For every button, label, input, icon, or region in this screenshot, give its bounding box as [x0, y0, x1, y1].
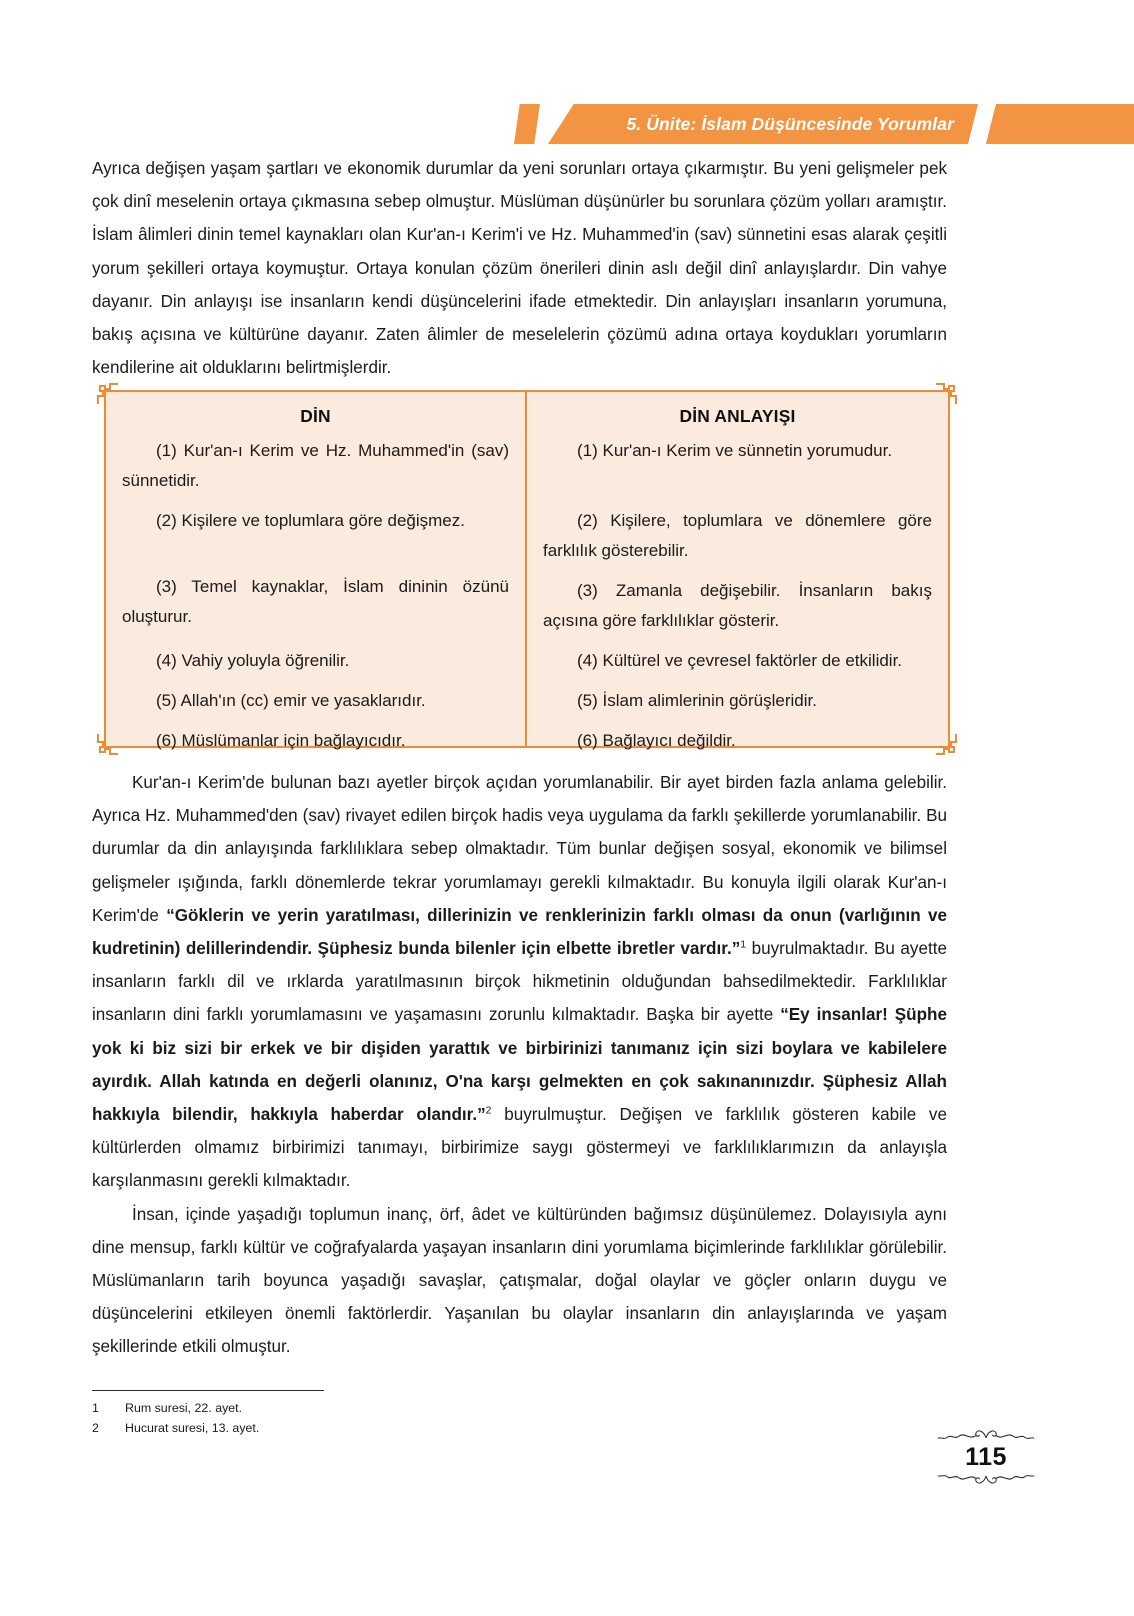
table-column-header: DİN ANLAYIŞI	[679, 406, 796, 426]
intro-text-block	[92, 152, 947, 384]
banner-accent-chip	[514, 104, 540, 144]
footnote-number: 1	[92, 1401, 99, 1416]
paragraph-2	[92, 766, 947, 1198]
flourish-bottom-icon	[934, 1472, 1038, 1489]
table-item: (2) Kişilere ve toplumlara göre değişmez.	[156, 511, 465, 530]
footnote-ref-2: 2	[485, 1104, 492, 1117]
paragraph-1: Ayrıca değişen yaşam şartları ve ekonomik durumlar da yeni sorunları ortaya çıkarmıştır. Bu yeni gelişmeler pek çok dinî meselenin ortaya çıkmasına sebep olmuştur. Müslüman düşünürler bu sorunlara çözüm yolları aramıştır. İslam âlimleri dinin temel kaynakları olan Kur'an-ı Kerim'i ve Hz. Muhammed'in (sav) sünnetini esas alarak çeşitli yorum şekilleri ortaya koymuştur. Ortaya konulan çözüm önerileri dinin aslı değil dinî anlayışlardır. Din vahye dayanır. Din anlayışı ise insanların kendi düşüncelerini ifade etmektedir. Din anlayışları insanların yorumuna, bakış açısına ve kültürüne dayanır. Zaten âlimler de meselelerin çözümü adına ortaya koydukları yorumların kendilerine ait olduklarını belirtmişlerdir.	[92, 159, 947, 378]
footnote-item	[92, 1418, 512, 1438]
paragraph-2-part-3: buyrulmuştur. Değişen ve farklılık gösteren kabile ve kültürlerden olmamız birbirimizi tanımayı, birbirimize saygı göstermeyi ve farklılıklarımızın da anlayışla karşılanmasını gerekli kılmaktadır.	[92, 1105, 947, 1191]
table-item: (3) Temel kaynaklar, İslam dininin özünü oluşturur.	[122, 577, 509, 626]
footnote-separator	[92, 1390, 324, 1391]
unit-title: 5. Ünite: İslam Düşüncesinde Yorumlar	[626, 114, 954, 134]
table-item: (3) Zamanla değişebilir. İnsanların bakış açısına göre farklılıklar gösterir.	[543, 581, 932, 630]
footnote-number: 2	[92, 1421, 99, 1436]
table-item: (4) Vahiy yoluyla öğrenilir.	[156, 651, 350, 670]
corner-ornament-icon	[97, 383, 119, 405]
table-column-din-anlayisi	[527, 392, 948, 750]
main-text-block	[92, 766, 947, 1364]
corner-ornament-icon	[935, 383, 957, 405]
table-item: (6) Bağlayıcı değildir.	[577, 731, 736, 750]
table-column-header: DİN	[300, 406, 331, 426]
paragraph-3: İnsan, içinde yaşadığı toplumun inanç, örf, âdet ve kültüründen bağımsız düşünülemez. Dolayısıyla aynı dine mensup, farklı kültür ve coğrafyalarda yaşayan insanların dini yorumlama biçimlerinde farklılıklar görülebilir. Müslümanların tarih boyunca yaşadığı savaşlar, çatışmalar, doğal olaylar ve göçler onların duygu ve düşüncelerini etkileyen önemli faktörlerdir. Yaşanılan bu olaylar insanların din anlayışlarında ve yaşam şekillerinde etkili olmuştur.	[92, 1204, 947, 1357]
footnote-ref-1: 1	[740, 938, 747, 951]
footnote-text: Hucurat suresi, 13. ayet.	[125, 1421, 260, 1436]
table-item: (5) İslam alimlerinin görüşleridir.	[577, 691, 817, 710]
table-item: (1) Kur'an-ı Kerim ve sünnetin yorumudur.	[577, 441, 893, 460]
footnote-text: Rum suresi, 22. ayet.	[125, 1401, 243, 1416]
paragraph-2-part-1: Kur'an-ı Kerim'de bulunan bazı ayetler birçok açıdan yorumlanabilir. Bir ayet birden fazla anlama gelebilir. Ayrıca Hz. Muhammed'den (sav) rivayet edilen birçok hadis veya uygulama da farklı şekillerde yorumlanabilir. Bu durumlar da din anlayışında farklılıklara sebep olmaktadır. Tüm bunlar değişen sosyal, ekonomik ve bilimsel gelişmeler ışığında, farklı dönemlerde tekrar yorumlamayı gerekli kılmaktadır. Bu konuyla ilgili olarak Kur'an-ı Kerim'de	[92, 773, 947, 925]
table-item: (5) Allah'ın (cc) emir ve yasaklarıdır.	[156, 691, 426, 710]
din-vs-din-anlayisi-table	[104, 390, 950, 748]
table-item: (6) Müslümanlar için bağlayıcıdır.	[156, 731, 406, 750]
flourish-top-icon	[934, 1425, 1038, 1442]
page-number: 115	[965, 1443, 1007, 1471]
unit-header-banner	[0, 104, 1134, 144]
table-column-din	[106, 392, 527, 750]
footnote-section	[92, 1390, 512, 1438]
table-frame	[104, 390, 950, 748]
quran-quote-2: “Ey insanlar! Şüphe yok ki biz sizi bir erkek ve bir dişiden yarattık ve birbirinizi tanımanız için sizi boylara ve kabilelere ayırdık. Allah katında en değerli olanınız, O'na karşı gelmekten en çok sakınanınızdır. Şüphesiz Allah hakkıyla bilendir, hakkıyla haberdar olandır.”	[92, 1005, 947, 1125]
corner-ornament-icon	[97, 733, 119, 755]
paragraph-2-part-2: buyrulmaktadır. Bu ayette insanların farklı dil ve ırklarda yaratılmasının birçok hikmetinin olduğundan bahsedilmektedir. Farklılıklar insanların dini farklı yorumlamasını ve yaşamasını zorunlu kılmaktadır. Başka bir ayette	[92, 939, 947, 1025]
table-item: (4) Kültürel ve çevresel faktörler de etkilidir.	[577, 651, 903, 670]
footnote-item	[92, 1398, 512, 1418]
quran-quote-1: “Göklerin ve yerin yaratılması, dillerinizin ve renklerinizin farklı olması da onun (varlığının ve kudretinin) delillerindendir. Şüphesiz bunda bilenler için elbette ibretler vardır.”	[92, 905, 947, 959]
table-item: (2) Kişilere, toplumlara ve dönemlere göre farklılık gösterebilir.	[543, 511, 932, 560]
corner-ornament-icon	[935, 733, 957, 755]
table-item: (1) Kur'an-ı Kerim ve Hz. Muhammed'in (sav) sünnetidir.	[122, 441, 509, 490]
page-number-block	[916, 1425, 1056, 1489]
